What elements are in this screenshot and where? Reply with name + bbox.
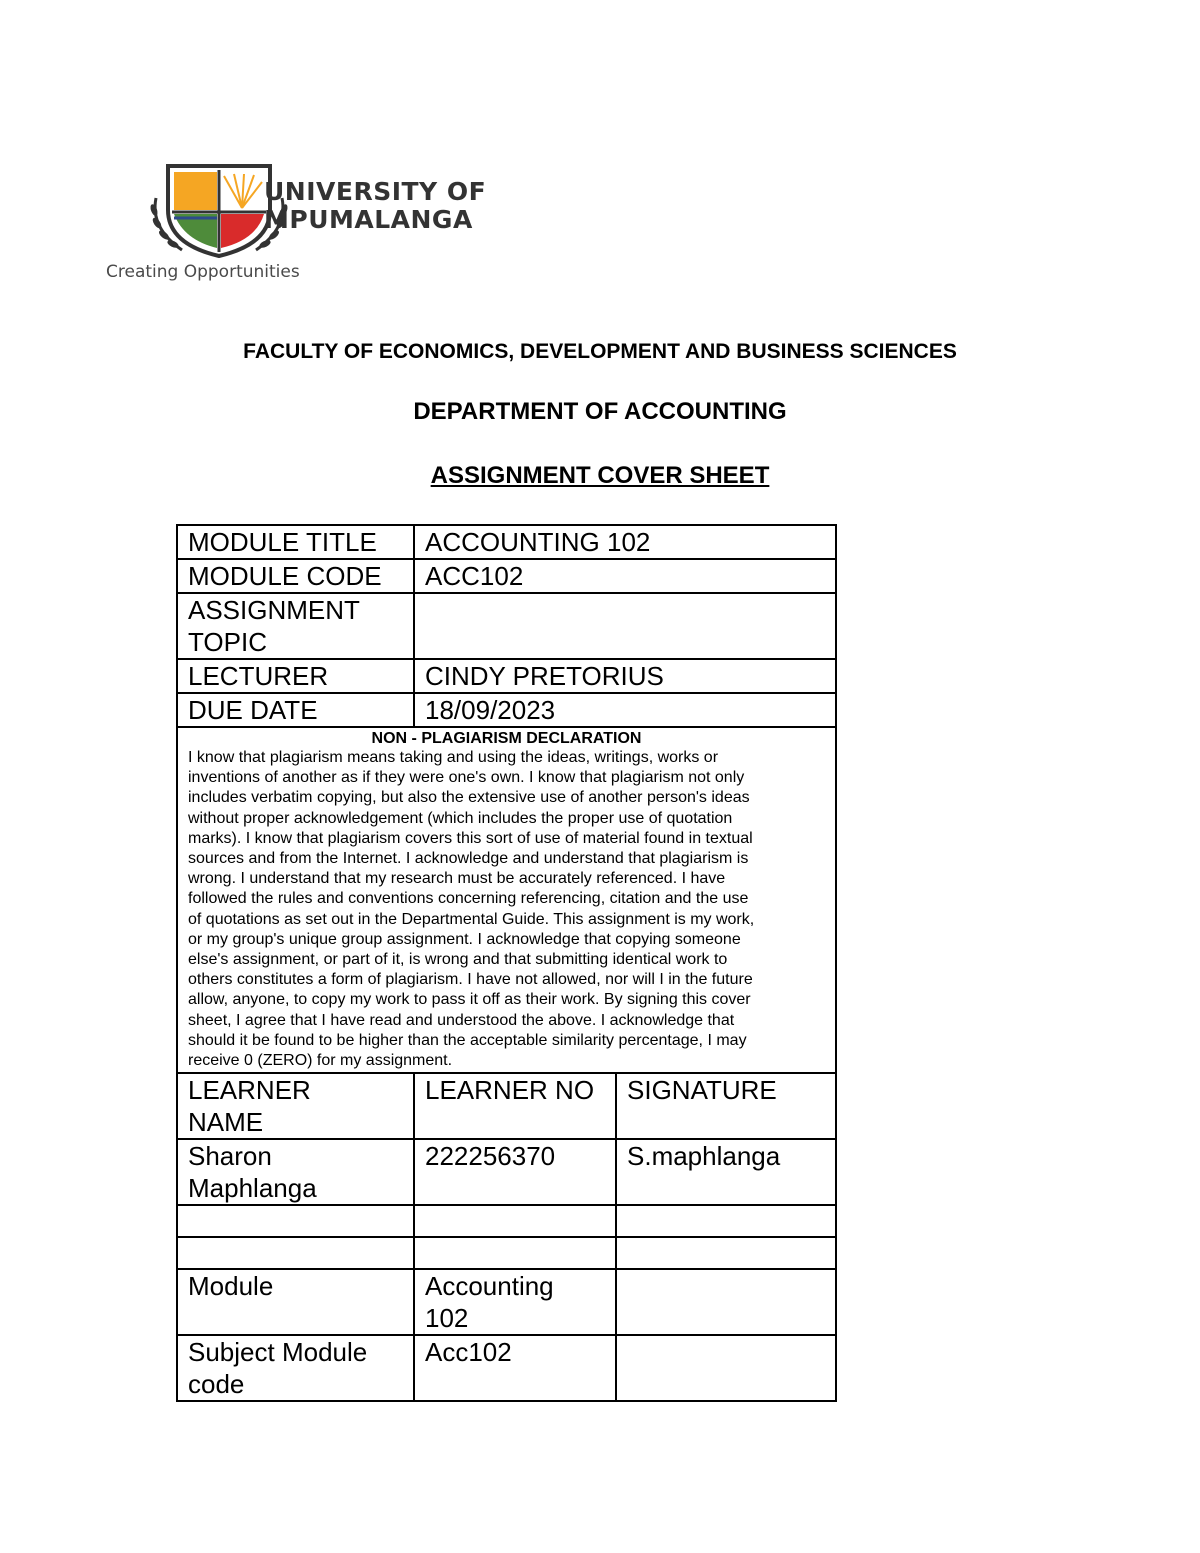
module-value-line2: 102 <box>425 1303 469 1333</box>
module-code-label: MODULE CODE <box>177 559 414 593</box>
module-title-row <box>177 525 836 559</box>
university-logo <box>104 158 487 290</box>
declaration-line: allow, anyone, to copy my work to pass it off as their work. By signing this cover <box>188 991 751 1009</box>
module-title-label: MODULE TITLE <box>177 525 414 559</box>
declaration-line: or my group's unique group assignment. I acknowledge that copying someone <box>188 930 741 948</box>
learner-name-header-line2: NAME <box>188 1107 264 1137</box>
learner-first-name: Sharon <box>188 1141 272 1171</box>
declaration-line: inventions of another as if they were one's own. I know that plagiarism not only <box>188 769 745 787</box>
university-tagline: Creating Opportunities <box>106 262 300 282</box>
subject-module-code-row <box>177 1335 836 1401</box>
module-value-line1: Accounting <box>425 1271 554 1301</box>
declaration-line: else's assignment, or part of it, is wrong and that submitting identical work to <box>188 951 728 969</box>
due-date-value: 18/09/2023 <box>414 693 836 727</box>
lecturer-value: CINDY PRETORIUS <box>414 659 836 693</box>
university-name-line2: MPUMALANGA <box>264 205 473 234</box>
declaration-line: sources and from the Internet. I acknowledge and understand that plagiarism is <box>188 850 749 868</box>
university-name-line1: UNIVERSITY OF <box>264 177 487 206</box>
learner-row <box>177 1139 836 1205</box>
subject-module-code-label-line1: Subject Module <box>188 1337 368 1367</box>
department-heading: DEPARTMENT OF ACCOUNTING <box>413 398 787 425</box>
due-date-row <box>177 693 836 727</box>
empty-learner-row <box>177 1205 836 1237</box>
empty-cell <box>616 1205 836 1237</box>
learner-name-header <box>177 1073 414 1139</box>
subject-module-code-value: Acc102 <box>414 1335 616 1401</box>
empty-cell <box>414 1237 616 1269</box>
subject-module-code-label <box>177 1335 414 1401</box>
sheet-title: ASSIGNMENT COVER SHEET <box>430 462 770 489</box>
module-title-value: ACCOUNTING 102 <box>414 525 836 559</box>
module-label: Module <box>177 1269 414 1335</box>
assignment-topic-row <box>177 593 836 659</box>
assignment-topic-label-line1: ASSIGNMENT <box>188 595 360 625</box>
learner-name-cell <box>177 1139 414 1205</box>
cover-sheet-table <box>176 524 837 1402</box>
university-name <box>264 178 486 234</box>
learner-surname: Maphlanga <box>188 1173 317 1203</box>
learner-header-row <box>177 1073 836 1139</box>
lecturer-row <box>177 659 836 693</box>
declaration-line: without proper acknowledgement (which includes the proper use of quotation <box>188 809 733 827</box>
lecturer-label: LECTURER <box>177 659 414 693</box>
faculty-heading: FACULTY OF ECONOMICS, DEVELOPMENT AND BUSINESS SCIENCES <box>243 340 957 363</box>
module-value <box>414 1269 616 1335</box>
signature-header: SIGNATURE <box>616 1073 836 1139</box>
declaration-line: sheet, I agree that I have read and understood the above. I acknowledge that <box>188 1011 735 1029</box>
learner-number-header: LEARNER NO <box>414 1073 616 1139</box>
learner-number-cell: 222256370 <box>414 1139 616 1205</box>
declaration-line: followed the rules and conventions concerning referencing, citation and the use <box>188 890 749 908</box>
module-row <box>177 1269 836 1335</box>
empty-cell <box>616 1335 836 1401</box>
assignment-topic-label-line2: TOPIC <box>188 627 267 657</box>
declaration-line: others constitutes a form of plagiarism. I have not allowed, nor will I in the future <box>188 971 753 989</box>
assignment-topic-value <box>414 593 836 659</box>
assignment-topic-label <box>177 593 414 659</box>
declaration-title: NON - PLAGIARISM DECLARATION <box>371 730 642 747</box>
learner-name-header-line1: LEARNER <box>188 1075 311 1105</box>
declaration-line: should it be found to be higher than the acceptable similarity percentage, I may <box>188 1031 747 1049</box>
empty-learner-row <box>177 1237 836 1269</box>
declaration-line: marks). I know that plagiarism covers this sort of use of material found in textual <box>188 829 753 847</box>
declaration-line: receive 0 (ZERO) for my assignment. <box>188 1052 453 1070</box>
declaration-line: of quotations as set out in the Departmental Guide. This assignment is my work, <box>188 910 755 928</box>
empty-cell <box>177 1205 414 1237</box>
empty-cell <box>414 1205 616 1237</box>
subject-module-code-label-line2: code <box>188 1369 245 1399</box>
learner-signature-cell: S.maphlanga <box>616 1139 836 1205</box>
module-code-value: ACC102 <box>414 559 836 593</box>
declaration-line: I know that plagiarism means taking and using the ideas, writings, works or <box>188 749 719 766</box>
empty-cell <box>616 1269 836 1335</box>
declaration-line: includes verbatim copying, but also the extensive use of another person's ideas <box>188 789 750 807</box>
module-code-row <box>177 559 836 593</box>
declaration-line: wrong. I understand that my research must be accurately referenced. I have <box>188 870 726 888</box>
declaration-cell <box>177 727 836 1073</box>
empty-cell <box>177 1237 414 1269</box>
due-date-label: DUE DATE <box>177 693 414 727</box>
declaration-row <box>177 727 836 1073</box>
empty-cell <box>616 1237 836 1269</box>
declaration-text <box>188 748 825 1071</box>
